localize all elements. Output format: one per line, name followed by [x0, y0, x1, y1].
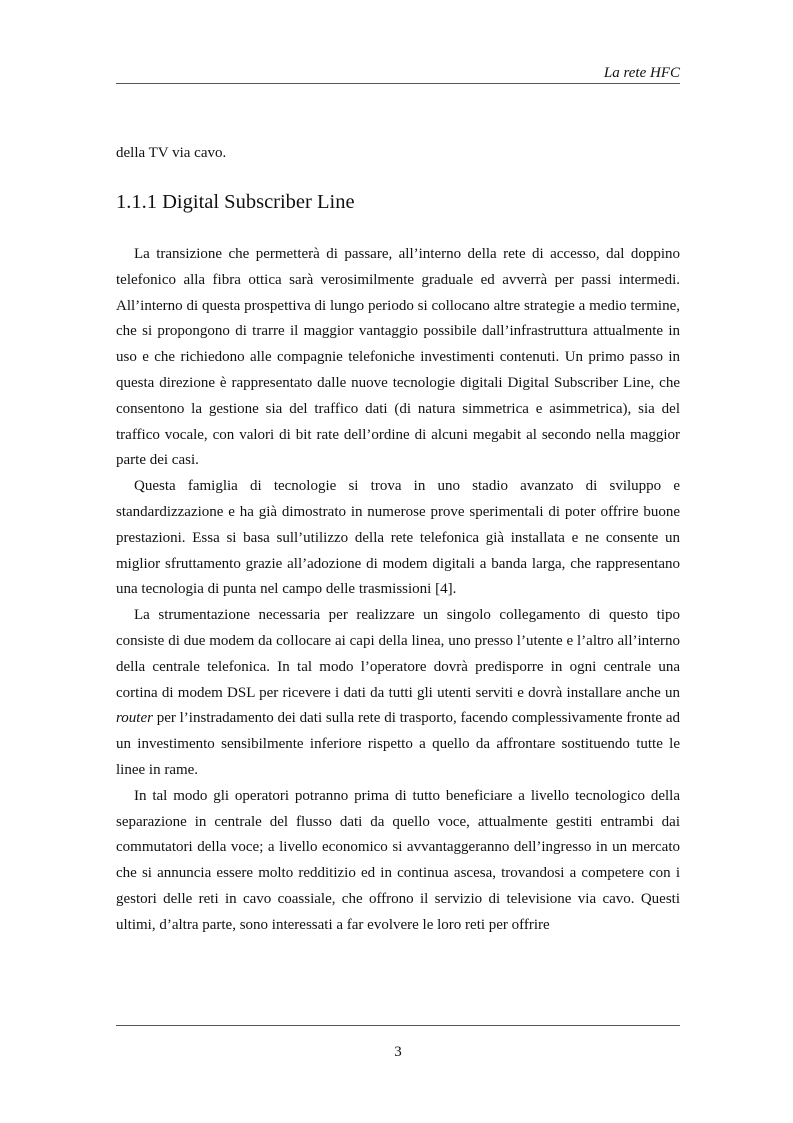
router-term: router	[116, 710, 153, 727]
section-heading: 1.1.1 Digital Subscriber Line	[116, 191, 355, 213]
body-text	[116, 242, 680, 939]
paragraph-4: In tal modo gli operatori potranno prima di tutto beneficiare a livello tecnologico della separazione in centrale del flusso dati da quello voce, attualmente gestiti entrambi dai commutatori della voce; a livello economico si avvantaggeranno dell’ingresso in un mercato che si annuncia essere molto redditizio ed in continua ascesa, trovandosi a competere con i gestori delle reti in cavo coassiale, che offrono il servizio di televisione via cavo. Questi ultimi, d’altra parte, sono interessati a far evolvere le loro reti per offrire	[116, 787, 680, 933]
footer-rule	[116, 1025, 680, 1026]
continuation-text: della TV via cavo.	[116, 145, 227, 161]
paragraph-3-text-b: per l’instradamento dei dati sulla rete di trasporto, facendo complessivamente fronte ad un investimento sensibilmente inferiore rispetto a quello da affrontare sostituendo tutte le linee in rame.	[116, 710, 680, 778]
page-number: 3	[394, 1044, 402, 1060]
header-rule	[116, 83, 680, 84]
running-header: La rete HFC	[603, 65, 680, 81]
paragraph-3	[116, 603, 680, 784]
paragraph-3-text-a: La strumentazione necessaria per realizzare un singolo collegamento di questo tipo consiste di due modem da collocare ai capi della linea, uno presso l’utente e l’altro all’interno della centrale telefonica. In tal modo l’operatore dovrà predisporre in ogni centrale una cortina di modem DSL per ricevere i dati da tutti gli utenti serviti e dovrà installare anche un	[116, 607, 680, 701]
paragraph-2: Questa famiglia di tecnologie si trova in uno stadio avanzato di sviluppo e standardizzazione e ha già dimostrato in numerose prove sperimentali di poter offrire buone prestazioni. Essa si basa sull’utilizzo della rete telefonica già installata e ne consente un miglior sfruttamento grazie all’adozione di modem digitali a banda larga, che rappresentano una tecnologia di punta nel campo delle trasmissioni [4].	[116, 478, 680, 598]
paragraph-1: La transizione che permetterà di passare, all’interno della rete di accesso, dal doppino telefonico alla fibra ottica sarà verosimilmente graduale ed avverrà per passi intermedi. All’interno di questa prospettiva di lungo periodo si collocano altre strategie a medio termine, che si propongono di trarre il maggior vantaggio possibile dall’infrastruttura attualmente in uso e che richiedono alle compagnie telefoniche investimenti contenuti. Un primo passo in questa direzione è rappresentato dalle nuove tecnologie digitali Digital Subscriber Line, che consentono la gestione sia del traffico dati (di natura simmetrica e asimmetrica), sia del traffico vocale, con valori di bit rate dell’ordine di alcuni megabit al secondo nella maggior parte dei casi.	[116, 246, 680, 469]
